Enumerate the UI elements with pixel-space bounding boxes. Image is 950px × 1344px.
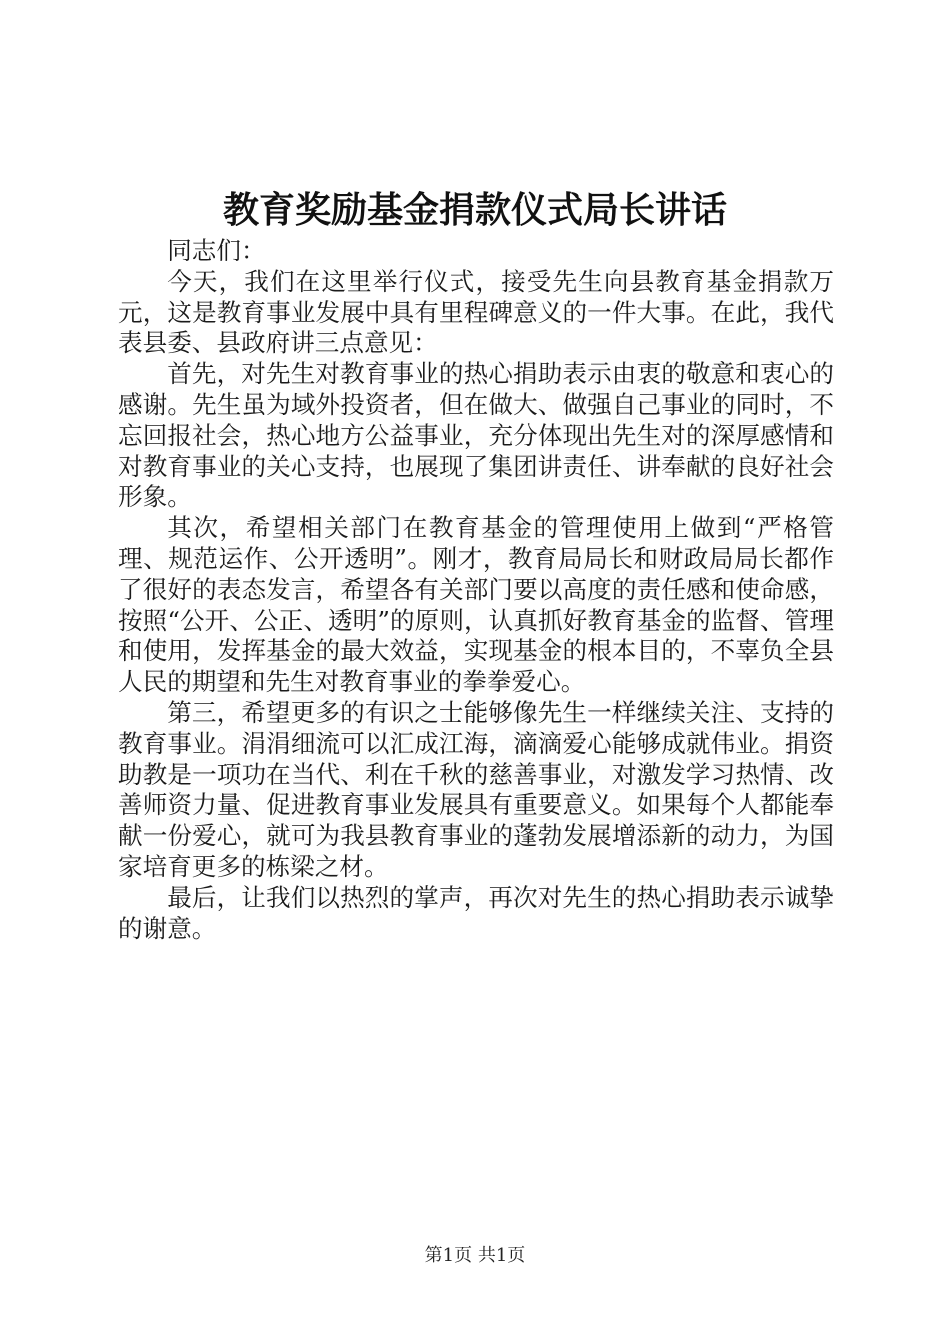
paragraph-third-point: 第三，希望更多的有识之士能够像先生一样继续关注、支持的教育事业。涓涓细流可以汇成江海，滴滴爱心能够成就伟业。捐资助教是一项功在当代、利在千秋的慈善事业，对激发学习热情、改善师资力量、促进教育事业发展具有重要意义。如果每个人都能奉献一份爱心，就可为我县教育事业的蓬勃发展增添新的动力，为国家培育更多的栋梁之材。 (118, 697, 834, 881)
document-body (118, 236, 834, 944)
document-title: 教育奖励基金捐款仪式局长讲话 (222, 189, 727, 231)
paragraph-first-point: 首先，对先生对教育事业的热心捐助表示由衷的敬意和衷心的感谢。先生虽为域外投资者，但在做大、做强自己事业的同时，不忘回报社会，热心地方公益事业，充分体现出先生对的深厚感情和对教育事业的关心支持，也展现了集团讲责任、讲奉献的良好社会形象。 (118, 359, 834, 512)
salutation: 同志们： (167, 236, 266, 265)
paragraph-intro: 今天，我们在这里举行仪式，接受先生向县教育基金捐款万元，这是教育事业发展中具有里程碑意义的一件大事。在此，我代表县委、县政府讲三点意见： (118, 266, 834, 358)
paragraph-closing: 最后，让我们以热烈的掌声，再次对先生的热心捐助表示诚挚的谢意。 (118, 882, 834, 943)
paragraph-second-point: 其次，希望相关部门在教育基金的管理使用上做到“严格管理、规范运作、公开透明”。刚才，教育局局长和财政局局长都作了很好的表态发言，希望各有关部门要以高度的责任感和使命感，按照“公开、公正、透明”的原则，认真抓好教育基金的监督、管理和使用，发挥基金的最大效益，实现基金的根本目的，不辜负全县人民的期望和先生对教育事业的拳拳爱心。 (118, 513, 834, 697)
page-number-footer: 第1页 共1页 (424, 1245, 526, 1266)
